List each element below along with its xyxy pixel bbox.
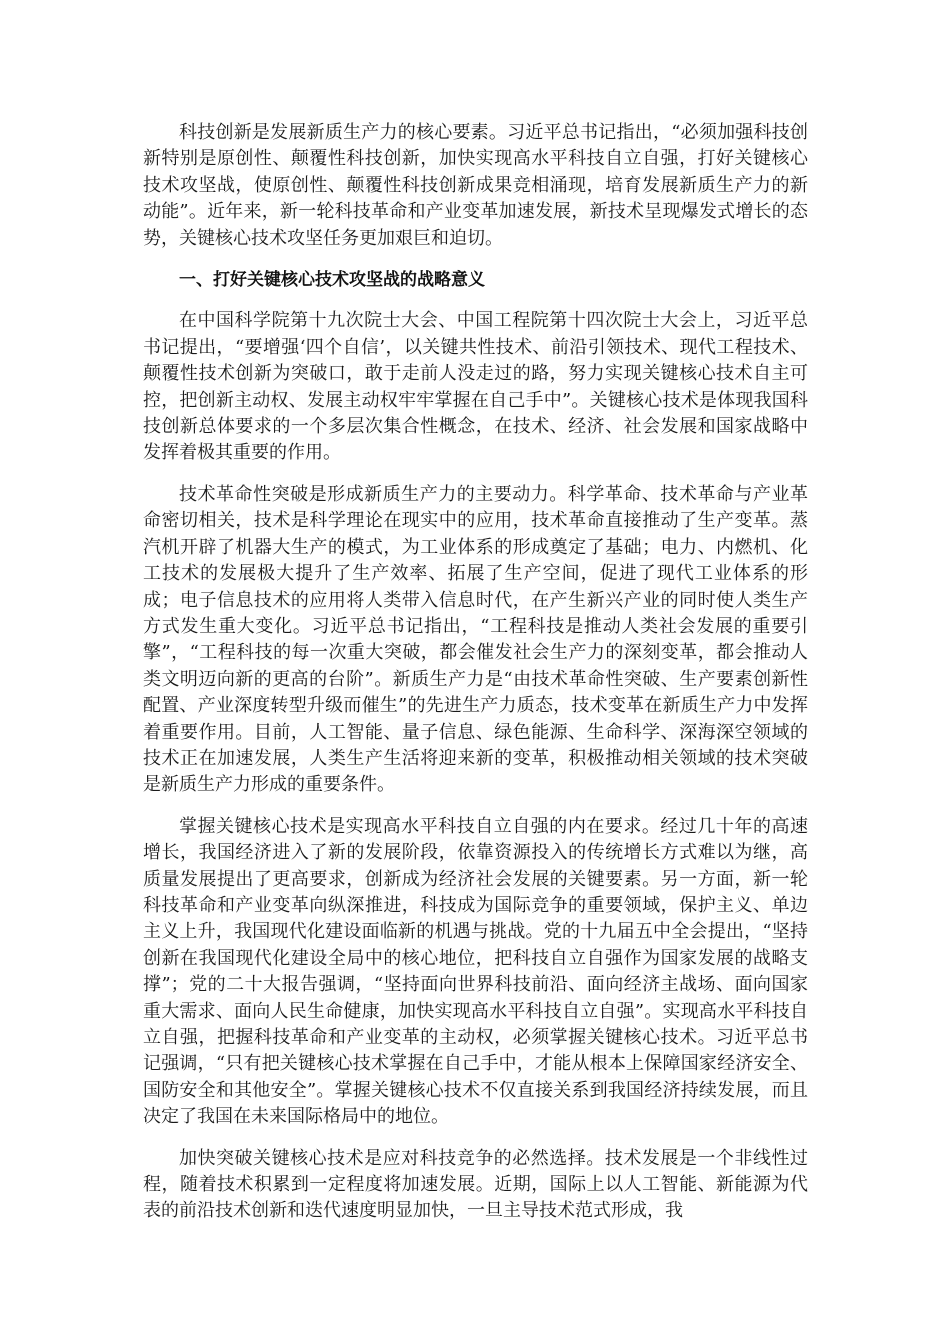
intro-paragraph: 科技创新是发展新质生产力的核心要素。习近平总书记指出，“必须加强科技创新特别是原创性、颠覆性科技创新，加快实现高水平科技自立自强，打好关键核心技术攻坚战，使原创性、颠覆性科技创新成果竞相涌现，培育发展新质生产力的新动能”。近年来，新一轮科技革命和产业变革加速发展，新技术呈现爆发式增长的态势，关键核心技术攻坚任务更加艰巨和迫切。 xyxy=(143,122,808,249)
body-paragraph-2: 技术革命性突破是形成新质生产力的主要动力。科学革命、技术革命与产业革命密切相关，技术是科学理论在现实中的应用，技术革命直接推动了生产变革。蒸汽机开辟了机器大生产的模式，为工业体系的形成奠定了基础；电力、内燃机、化工技术的发展极大提升了生产效率、拓展了生产空间，促进了现代工业体系的形成；电子信息技术的应用将人类带入信息时代，在产生新兴产业的同时使人类生产方式发生重大变化。习近平总书记指出，“工程科技是推动人类社会发展的重要引擎”，“工程科技的每一次重大突破，都会催发社会生产力的深刻变革，都会推动人类文明迈向新的更高的台阶”。新质生产力是“由技术革命性突破、生产要素创新性配置、产业深度转型升级而催生”的先进生产力质态，技术变革在新质生产力中发挥着重要作用。目前，人工智能、量子信息、绿色能源、生命科学、深海深空领域的技术正在加速发展，人类生产生活将迎来新的变革，积极推动相关领域的技术突破是新质生产力形成的重要条件。 xyxy=(143,483,808,796)
body-paragraph-1: 在中国科学院第十九次院士大会、中国工程院第十四次院士大会上，习近平总书记提出，“要增强‘四个自信’，以关键共性技术、前沿引领技术、现代工程技术、颠覆性技术创新为突破口，敢于走前人没走过的路，努力实现关键核心技术自主可控，把创新主动权、发展主动权牢牢掌握在自己手中”。关键核心技术是体现我国科技创新总体要求的一个多层次集合性概念，在技术、经济、社会发展和国家战略中发挥着极其重要的作用。 xyxy=(143,310,808,464)
document-body xyxy=(143,120,808,1240)
section-heading: 一、打好关键核心技术攻坚战的战略意义 xyxy=(179,270,485,291)
body-paragraph-4: 加快突破关键核心技术是应对科技竞争的必然选择。技术发展是一个非线性过程，随着技术积累到一定程度将加速发展。近期，国际上以人工智能、新能源为代表的前沿技术创新和迭代速度明显加快，一旦主导技术范式形成，我 xyxy=(143,1147,808,1222)
body-paragraph-3: 掌握关键核心技术是实现高水平科技自立自强的内在要求。经过几十年的高速增长，我国经济进入了新的发展阶段，依靠资源投入的传统增长方式难以为继，高质量发展提出了更高要求，创新成为经济社会发展的关键要素。另一方面，新一轮科技革命和产业变革向纵深推进，科技成为国际竞争的重要领域，保护主义、单边主义上升，我国现代化建设面临新的机遇与挑战。党的十九届五中全会提出，“坚持创新在我国现代化建设全局中的核心地位，把科技自立自强作为国家发展的战略支撑”；党的二十大报告强调，“坚持面向世界科技前沿、面向经济主战场、面向国家重大需求、面向人民生命健康，加快实现高水平科技自立自强”。实现高水平科技自立自强，把握科技革命和产业变革的主动权，必须掌握关键核心技术。习近平总书记强调，“只有把关键核心技术掌握在自己手中，才能从根本上保障国家经济安全、国防安全和其他安全”。掌握关键核心技术不仅直接关系到我国经济持续发展，而且决定了我国在未来国际格局中的地位。 xyxy=(143,815,808,1128)
